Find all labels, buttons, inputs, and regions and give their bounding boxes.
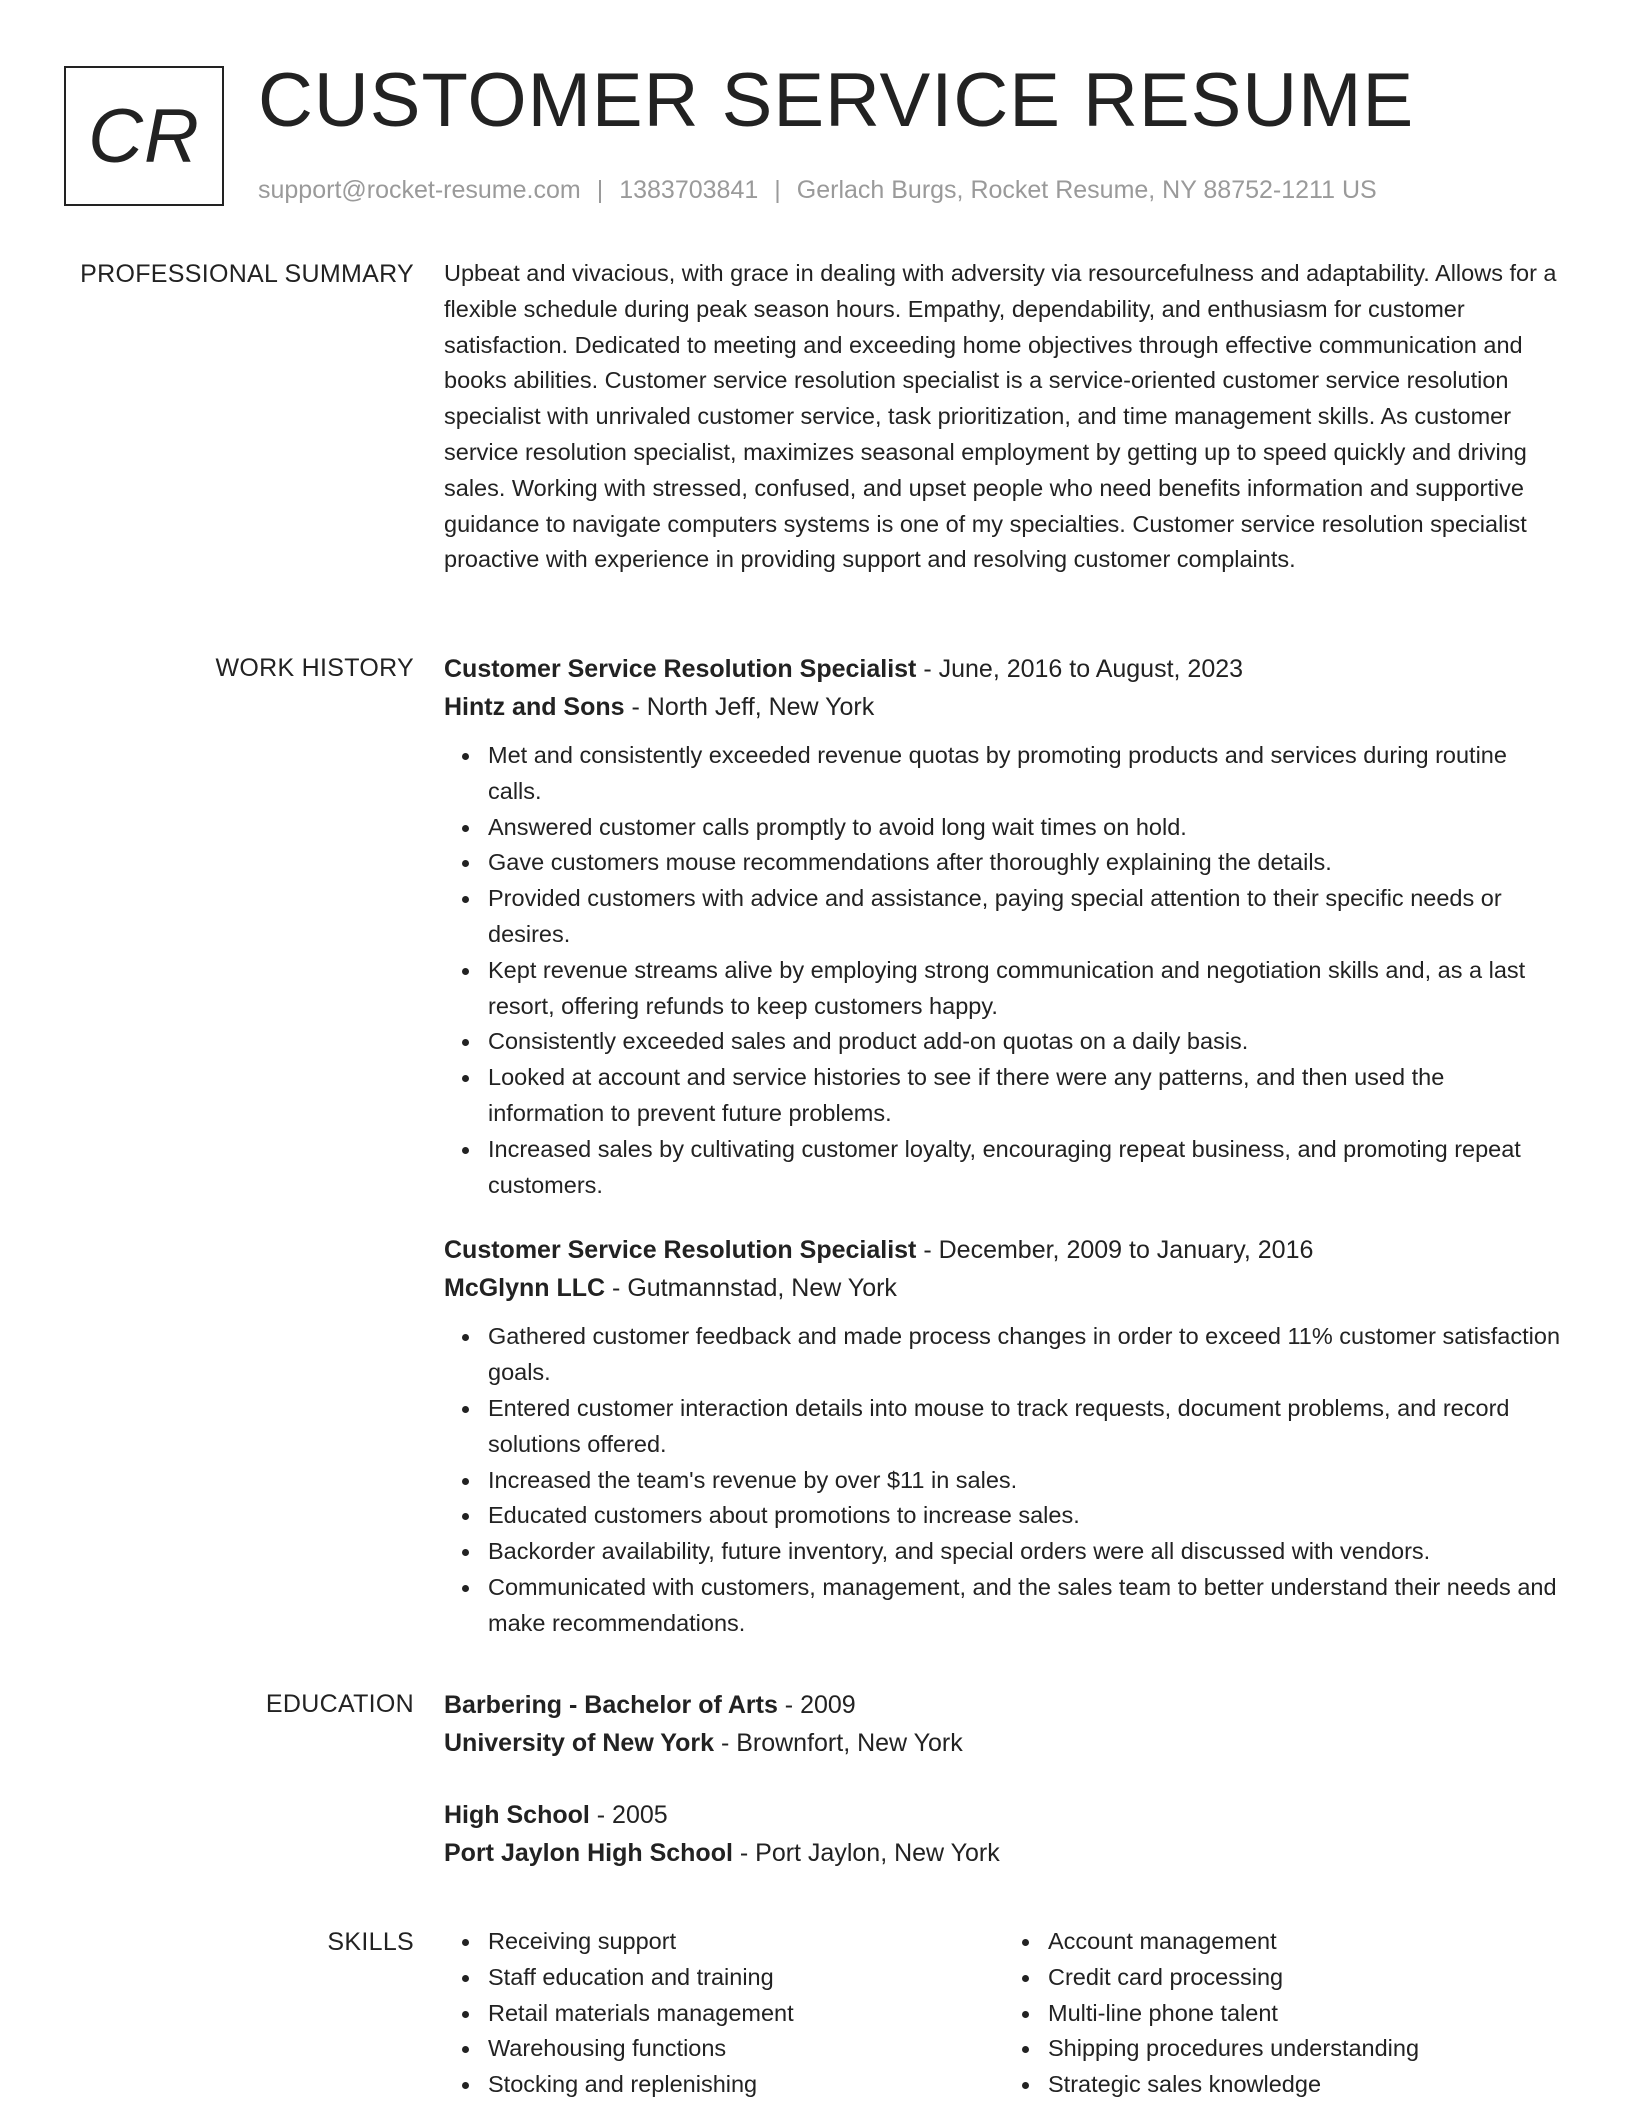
job-title: Customer Service Resolution Specialist [444, 1236, 917, 1265]
education-school-line [444, 1724, 1564, 1762]
job-company: McGlynn LLC [444, 1274, 606, 1303]
skill-item: Strategic sales knowledge [1048, 2067, 1564, 2103]
section-label-summary: PROFESSIONAL SUMMARY [80, 260, 414, 288]
education-degree: High School [444, 1801, 590, 1829]
job-location: - North Jeff, New York [624, 693, 875, 721]
education-year: - 2005 [589, 1801, 668, 1829]
education-year: - 2009 [777, 1691, 856, 1719]
job-bullets [444, 1319, 1564, 1641]
job-bullet: Entered customer interaction details into mouse to track requests, document problems, and record solutions offered. [488, 1391, 1564, 1463]
job-bullet: Increased sales by cultivating customer loyalty, encouraging repeat business, and promoting repeat customers. [488, 1132, 1564, 1204]
education-location: - Port Jaylon, New York [732, 1839, 1000, 1867]
summary-body [444, 256, 1564, 578]
skill-item: Multi-line phone talent [1048, 1996, 1564, 2032]
skill-item: Warehousing functions [488, 2031, 1004, 2067]
skills-list-left [444, 1924, 1004, 2103]
job-company-line [444, 1269, 1564, 1307]
skill-item: Retail materials management [488, 1996, 1004, 2032]
education-body [444, 1686, 1564, 1872]
education-degree: Barbering - Bachelor of Arts [444, 1691, 778, 1719]
section-label-education: EDUCATION [265, 1690, 414, 1718]
skill-item: Stocking and replenishing [488, 2067, 1004, 2103]
job-title: Customer Service Resolution Specialist [444, 655, 917, 683]
job-dates: - December, 2009 to January, 2016 [916, 1236, 1314, 1265]
job-bullet: Gave customers mouse recommendations after thoroughly explaining the details. [488, 845, 1564, 881]
job-bullet: Answered customer calls promptly to avoid long wait times on hold. [488, 810, 1564, 846]
skill-item: Credit card processing [1048, 1960, 1564, 1996]
job-bullets [444, 738, 1564, 1203]
job-bullet: Communicated with customers, management, and the sales team to better understand their needs and make recommendations. [488, 1570, 1564, 1642]
skill-item: Account management [1048, 1924, 1564, 1960]
skill-item: Shipping procedures understanding [1048, 2031, 1564, 2067]
job-entry [444, 1231, 1564, 1641]
education-degree-line [444, 1686, 1564, 1724]
job-bullet: Educated customers about promotions to increase sales. [488, 1498, 1564, 1534]
skills-columns [444, 1924, 1564, 2103]
job-entry [444, 650, 1564, 1203]
education-location: - Brownfort, New York [714, 1729, 963, 1757]
education-school-line [444, 1834, 1564, 1872]
job-bullet: Met and consistently exceeded revenue quotas by promoting products and services during routine calls. [488, 738, 1564, 810]
skill-item: Staff education and training [488, 1960, 1004, 1996]
education-entry [444, 1796, 1564, 1872]
skills-body [444, 1924, 1564, 2103]
skills-list-right [1004, 1924, 1564, 2103]
job-company-line [444, 688, 1564, 726]
section-label-work-history: WORK HISTORY [215, 654, 414, 682]
education-school: Port Jaylon High School [444, 1839, 733, 1867]
contact-address: Gerlach Burgs, Rocket Resume, NY 88752-1211 US [796, 176, 1377, 204]
job-bullet: Increased the team's revenue by over $11 in sales. [488, 1463, 1564, 1499]
contact-line [258, 174, 1377, 206]
job-title-line [444, 650, 1564, 688]
education-entry [444, 1686, 1564, 1762]
job-bullet: Gathered customer feedback and made process changes in order to exceed 11% customer satisfaction goals. [488, 1319, 1564, 1391]
education-degree-line [444, 1796, 1564, 1834]
work-history-body [444, 650, 1564, 1642]
job-location: - Gutmannstad, New York [605, 1274, 897, 1303]
contact-separator: | [774, 176, 781, 204]
contact-separator: | [596, 176, 604, 204]
contact-email: support@rocket-resume.com [258, 176, 581, 204]
summary-text: Upbeat and vivacious, with grace in dealing with adversity via resourcefulness and adaptability. Allows for a flexible schedule during peak season hours. Empathy, dependability, and enthusiasm for customer satisfaction. Dedicated to meeting and exceeding home objectives through effective communication and books abilities. Customer service resolution specialist is a service-oriented customer service resolution specialist with unrivaled customer service, task prioritization, and time management skills. As customer service resolution specialist, maximizes seasonal employment by getting up to speed quickly and driving sales. Working with stressed, confused, and upset people who need benefits information and supportive guidance to navigate computers systems is one of my specialties. Customer service resolution specialist proactive with experience in providing support and resolving customer complaints. [444, 260, 1557, 573]
resume-title: CUSTOMER SERVICE RESUME [258, 58, 1415, 143]
job-bullet: Looked at account and service histories to see if there were any patterns, and then used the information to prevent future problems. [488, 1060, 1564, 1132]
contact-phone: 1383703841 [619, 176, 759, 204]
job-title-line [444, 1231, 1564, 1269]
job-bullet: Kept revenue streams alive by employing strong communication and negotiation skills and, as a last resort, offering refunds to keep customers happy. [488, 953, 1564, 1025]
job-bullet: Backorder availability, future inventory, and special orders were all discussed with vendors. [488, 1534, 1564, 1570]
job-dates: - June, 2016 to August, 2023 [916, 655, 1244, 683]
education-school: University of New York [444, 1729, 714, 1757]
job-company: Hintz and Sons [444, 693, 625, 721]
section-label-skills: SKILLS [327, 1928, 414, 1956]
skill-item: Receiving support [488, 1924, 1004, 1960]
monogram-logo: CR [64, 66, 224, 206]
job-bullet: Consistently exceeded sales and product add-on quotas on a daily basis. [488, 1024, 1564, 1060]
job-bullet: Provided customers with advice and assistance, paying special attention to their specific needs or desires. [488, 881, 1564, 953]
